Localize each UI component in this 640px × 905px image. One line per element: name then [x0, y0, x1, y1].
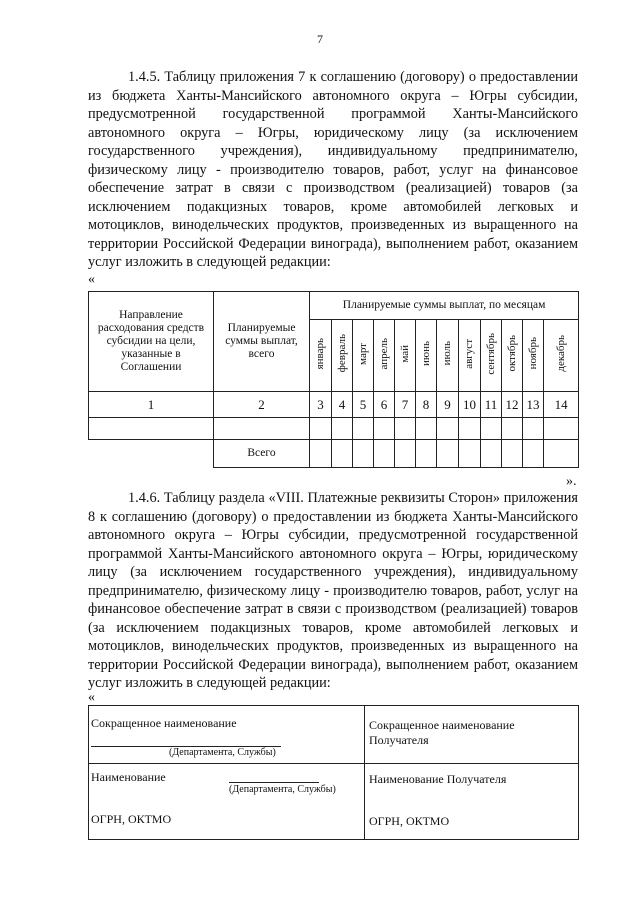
- month-header-10: [502, 320, 523, 392]
- header-direction: Направление расходования средств субсидии на цели, указанные в Соглашении: [89, 292, 214, 392]
- right-name-cell: [365, 764, 579, 840]
- page-number: 7: [317, 32, 323, 46]
- data-cell: [395, 418, 416, 440]
- right-ogrn: ОГРН, ОКТМО: [369, 814, 450, 828]
- total-month-cell: [374, 440, 395, 468]
- month-header-9: [481, 320, 502, 392]
- column-number-4: 4: [332, 392, 353, 418]
- column-number-3: 3: [310, 392, 332, 418]
- total-month-cell: [523, 440, 544, 468]
- section-1-4-6-paragraph: [88, 489, 578, 693]
- header-months-group: Планируемые суммы выплат, по месяцам: [310, 292, 579, 320]
- left-ogrn: ОГРН, ОКТМО: [91, 812, 172, 826]
- column-number-13: 13: [523, 392, 544, 418]
- total-month-cell: [310, 440, 332, 468]
- left-name-note: (Департамента, Службы): [229, 784, 336, 795]
- month-label: март: [356, 342, 369, 365]
- total-month-cell: [416, 440, 437, 468]
- header-total: Планируемые суммы выплат, всего: [214, 292, 310, 392]
- right-name: Наименование Получателя: [369, 772, 507, 786]
- month-label: сентябрь: [484, 332, 497, 375]
- column-number-6: 6: [374, 392, 395, 418]
- data-cell: [481, 418, 502, 440]
- data-cell: [332, 418, 353, 440]
- data-cell: [459, 418, 481, 440]
- close-quote: ».: [566, 474, 577, 489]
- short-name-row: [89, 706, 579, 764]
- data-cell: [544, 418, 579, 440]
- month-header-7: [437, 320, 459, 392]
- column-number-1: 1: [89, 392, 214, 418]
- total-label: Всего: [214, 440, 310, 468]
- column-number-12: 12: [502, 392, 523, 418]
- name-row: [89, 764, 579, 840]
- total-month-cell: [481, 440, 502, 468]
- column-number-2: 2: [214, 392, 310, 418]
- total-month-cell: [459, 440, 481, 468]
- data-row: [89, 418, 579, 440]
- left-name: Наименование: [91, 770, 166, 784]
- month-label: июль: [441, 341, 453, 366]
- month-label: май: [398, 344, 411, 363]
- month-label: октябрь: [505, 335, 518, 372]
- total-month-cell: [332, 440, 353, 468]
- column-number-7: 7: [395, 392, 416, 418]
- right-short-name: Сокращенное наименование Получателя: [369, 718, 515, 747]
- section-1-4-5-paragraph: [88, 68, 578, 272]
- month-label: август: [463, 338, 475, 369]
- data-cell: [353, 418, 374, 440]
- data-cell: [437, 418, 459, 440]
- payment-details-table: [88, 705, 579, 840]
- column-number-11: 11: [481, 392, 502, 418]
- section-1-4-5-text: 1.4.5. Таблицу приложения 7 к соглашению (договору) о предоставлении из бюджета Ханты-Мансийского автономного округа – Югры субсидии, предусмотренной государственной программой Ханты-Мансийского автономного округа – Югры, юридическому лицу (за исключением государственного учреждения), индивидуальному предпринимателю, физическому лицу - производителю товаров, работ, услуг на финансовое обеспечение затрат в связи с производством (реализацией) товаров (за исключением подакцизных товаров, кроме автомобилей легковых и мотоциклов, винодельческих продуктов, произведенных из выращенного на территории Российской Федерации винограда), выполнением работ, оказанием услуг изложить в следующей редакции:: [88, 69, 578, 270]
- column-number-9: 9: [437, 392, 459, 418]
- month-header-12: [544, 320, 579, 392]
- total-row-spacer: [89, 440, 214, 468]
- left-short-name-cell: [89, 706, 365, 764]
- data-cell: [523, 418, 544, 440]
- open-quote: «: [88, 272, 95, 287]
- month-header-1: [310, 320, 332, 392]
- column-number-10: 10: [459, 392, 481, 418]
- month-label: апрель: [377, 337, 390, 370]
- month-label: декабрь: [554, 335, 567, 372]
- month-label: ноябрь: [526, 337, 539, 370]
- month-header-8: [459, 320, 481, 392]
- month-header-3: [353, 320, 374, 392]
- month-header-11: [523, 320, 544, 392]
- month-header-6: [416, 320, 437, 392]
- data-cell: [89, 418, 214, 440]
- total-row: [89, 440, 579, 468]
- month-header-4: [374, 320, 395, 392]
- data-cell: [502, 418, 523, 440]
- total-month-cell: [395, 440, 416, 468]
- column-number-8: 8: [416, 392, 437, 418]
- total-month-cell: [353, 440, 374, 468]
- left-short-name-note: (Департамента, Службы): [169, 747, 276, 758]
- signature-line-2: [229, 782, 319, 783]
- data-cell: [374, 418, 395, 440]
- month-header-2: [332, 320, 353, 392]
- column-number-5: 5: [353, 392, 374, 418]
- data-cell: [214, 418, 310, 440]
- month-label: июнь: [419, 340, 432, 366]
- section-1-4-6-text: 1.4.6. Таблицу раздела «VIII. Платежные реквизиты Сторон» приложения 8 к соглашению (договору) о предоставлении из бюджета Ханты-Мансийского автономного округа – Югры субсидии, предусмотренной государственной программой Ханты-Мансийского автономного округа – Югры, юридическому лицу (за исключением государственного учреждения), индивидуальному предпринимателю, физическому лицу - производителю товаров, работ, услуг на финансовое обеспечение затрат в связи с производством (реализацией) товаров (за исключением подакцизных товаров, кроме автомобилей легковых и мотоциклов, винодельческих продуктов, произведенных из выращенного на территории Российской Федерации винограда), выполнением работ, оказанием услуг изложить в следующей редакции:: [88, 490, 578, 691]
- data-cell: [416, 418, 437, 440]
- column-numbers-row: [89, 392, 579, 418]
- month-label: февраль: [335, 334, 348, 373]
- right-short-name-cell: [365, 706, 579, 764]
- payments-by-month-table: [88, 291, 579, 468]
- total-month-cell: [437, 440, 459, 468]
- left-name-cell: [89, 764, 365, 840]
- column-number-14: 14: [544, 392, 579, 418]
- month-label: январь: [314, 337, 326, 370]
- total-month-cell: [544, 440, 579, 468]
- total-month-cell: [502, 440, 523, 468]
- open-quote-2: «: [88, 690, 95, 705]
- month-header-5: [395, 320, 416, 392]
- data-cell: [310, 418, 332, 440]
- left-short-name: Сокращенное наименование: [91, 716, 237, 730]
